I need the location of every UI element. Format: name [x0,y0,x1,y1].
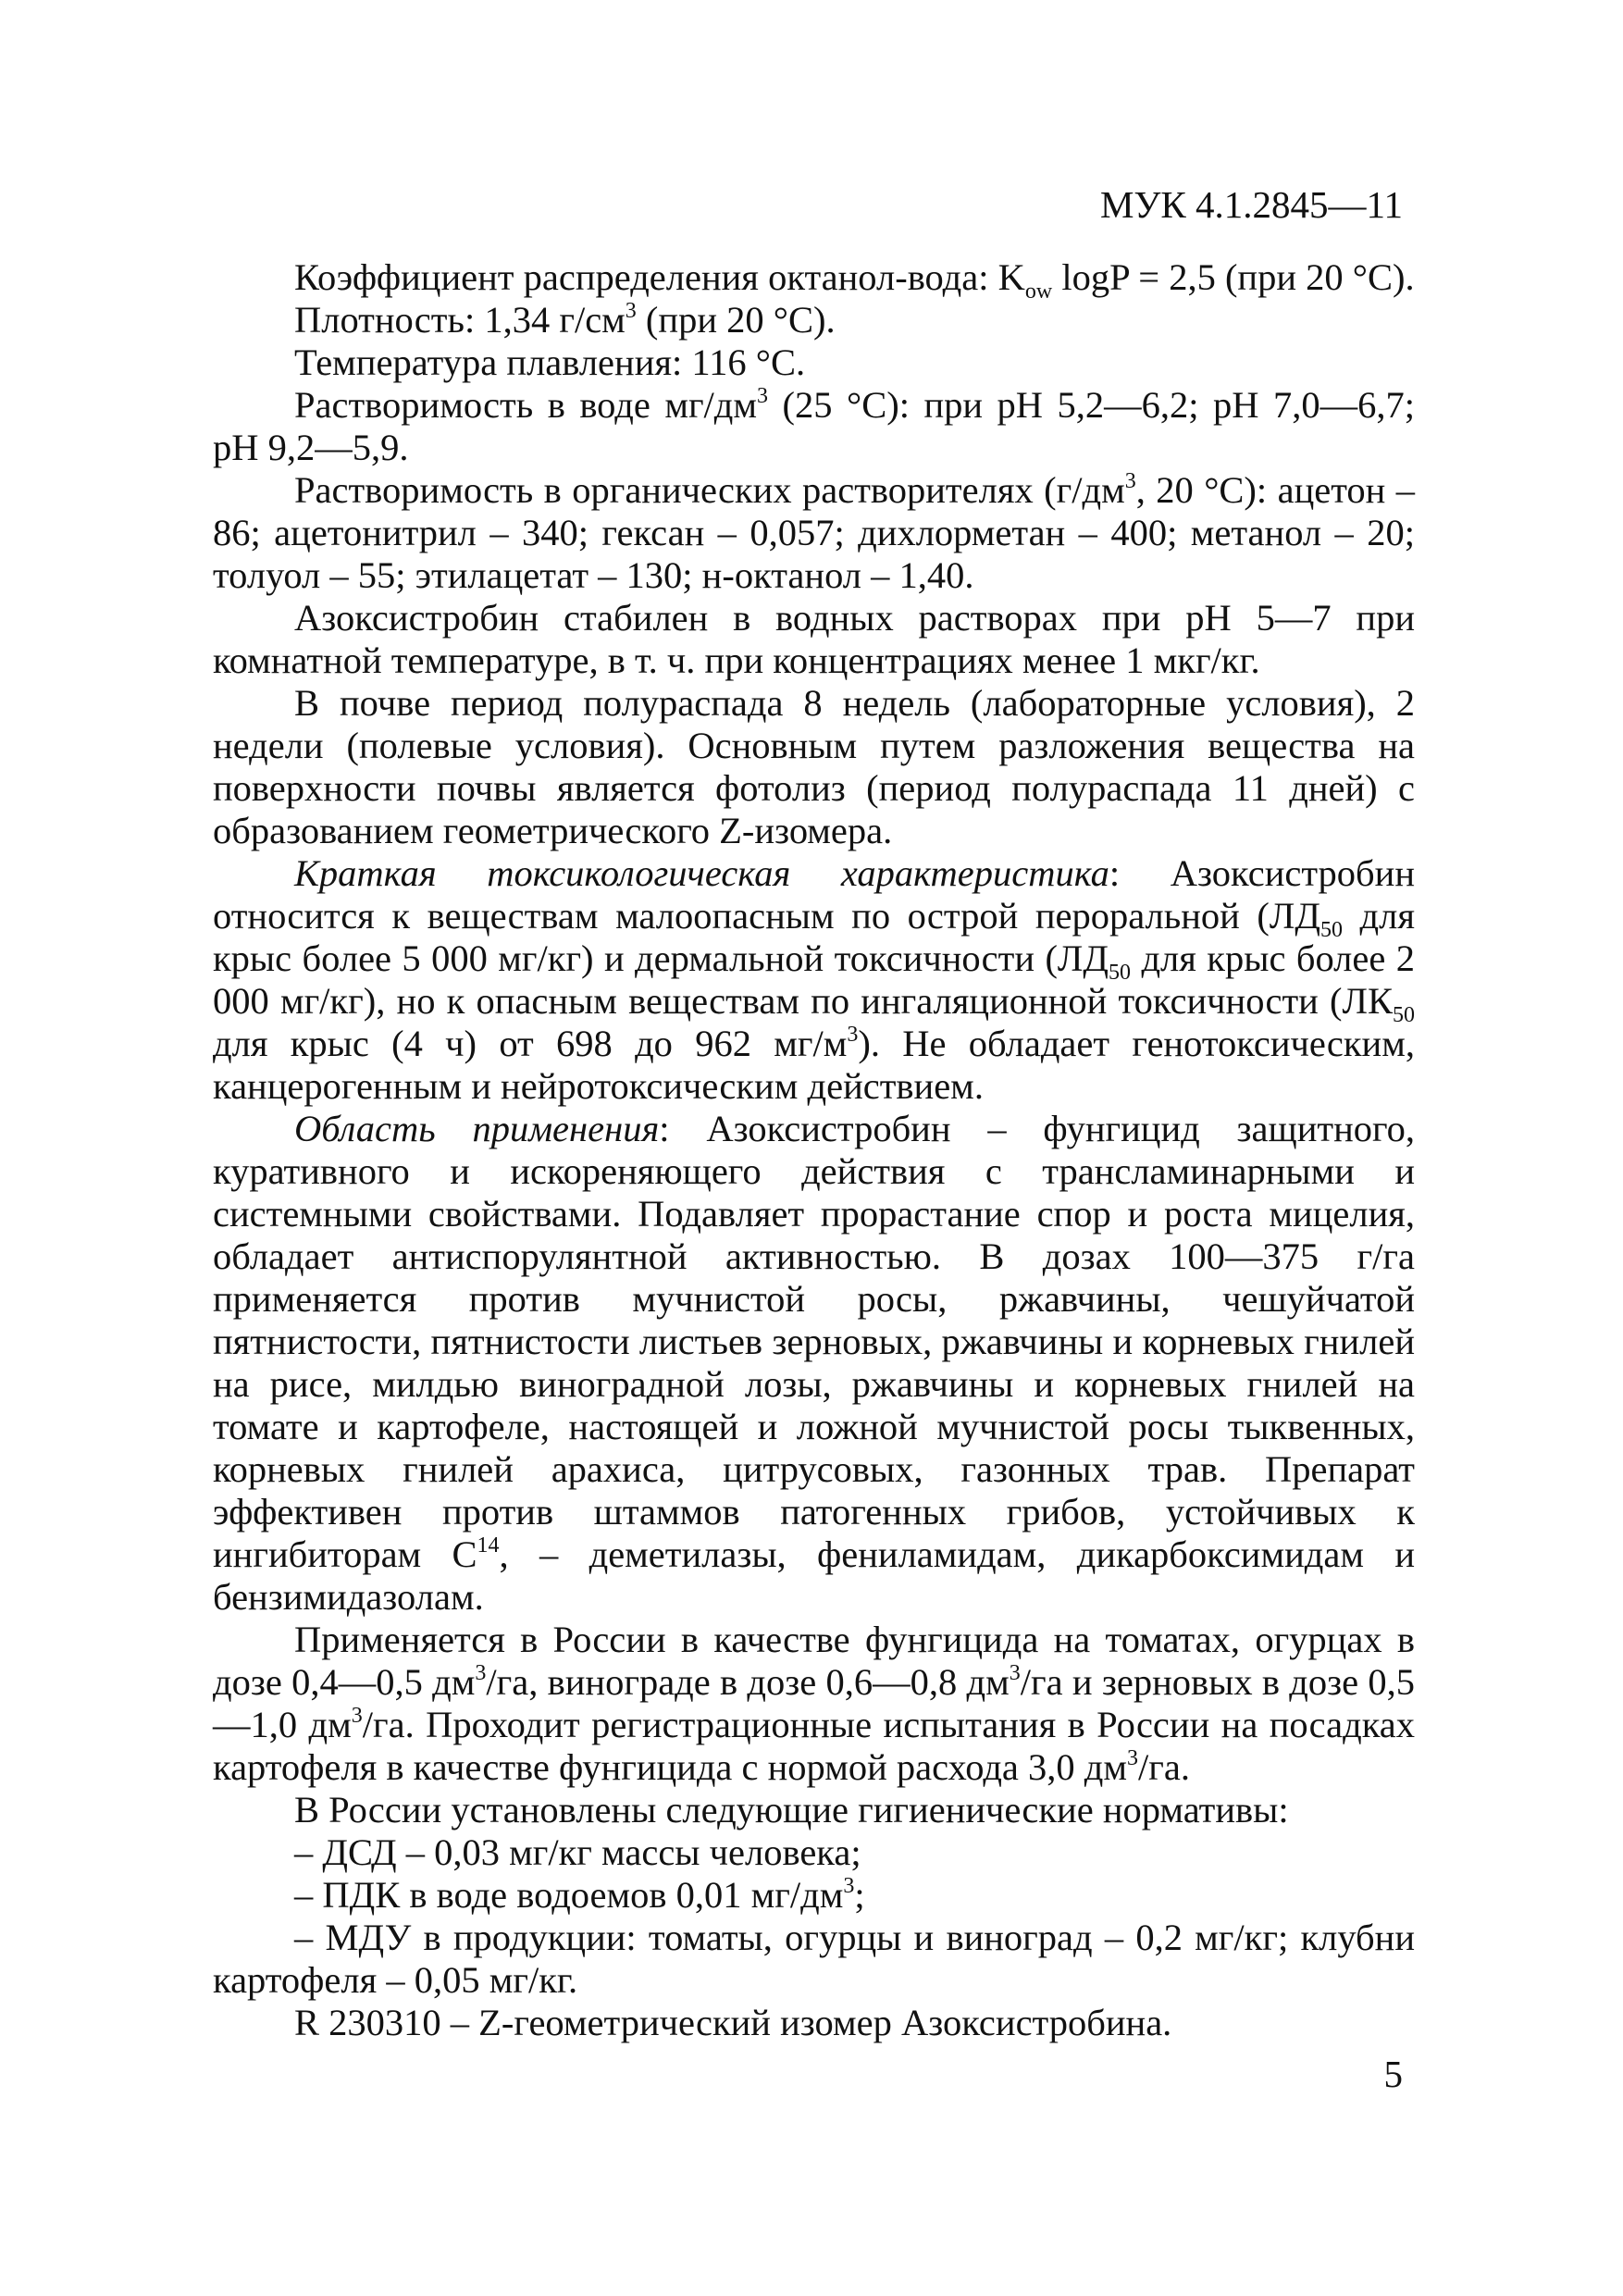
partition-coefficient: Коэффициент распределения октанол-вода: $K_{ow}$ logP = 2,5 (при 20 °C). [294,256,1415,304]
document-code: МУК 4.1.2845—11 [1099,183,1403,226]
document-body [213,256,1415,2044]
water-solubility: Растворимость в воде $мг/дм^3$ (25 °C): при pH 5,2—6,2; pH 7,0—6,7; pH 9,2—5,9. [213,383,1415,468]
melting-point: Температура плавления: 116 °C. [294,341,806,383]
organic-solubility: Растворимость в органических растворителях ($г/дм^3$, 20 °C): ацетон – 86; ацетонитрил – 340; гексан – 0,057; дихлорметан – 400; метанол – 20; толуол – 55; этилацетат – 130; н-октанол – 1,40. [213,468,1415,596]
toxicology-heading: Краткая токсикологическая характеристика [294,852,1109,894]
russia-usage-paragraph: Применяется в России в качестве фунгицида на томатах, огурцах в дозе 0,4—0,5 $дм^3/га$, винограде в дозе 0,6—0,8 $дм^3/га$ и зерновых в дозе 0,5—1,0 $дм^3/га$. Проходит регистрационные испытания в России на посадках картофеля в качестве фунгицида с нормой расхода 3,0 $дм^3/га$. [213,1619,1415,1788]
r-isomer-note: R 230310 – Z-геометрический изомер Азоксистробина. [294,2002,1172,2043]
toxicology-paragraph: Краткая токсикологическая характеристика: Азоксистробин относится к веществам малоопасным по острой пероральной ($ЛД_{50}$ для крыс более 5 000 мг/кг) и дермальной токсичности ($ЛД_{50}$ для крыс более 2 000 мг/кг), но к опасным веществам по ингаляционной токсичности ($ЛК_{50}$ для крыс (4 ч) от 698 до 962 $мг/м^3$). Не обладает генотоксическим, канцерогенным и нейротоксическим действием. [213,852,1415,1107]
application-paragraph: Область применения: Азоксистробин – фунгицид защитного, куративного и искореняющего действия с трансламинарными и системными свойствами. Подавляет прорастание спор и роста мицелия, обладает антиспорулянтной активностью. В дозах 100—375 г/га применяется против мучнистой росы, ржавчины, чешуйчатой пятнистости, пятнистости листьев зерновых, ржавчины и корневых гнилей на рисе, милдью виноградной лозы, ржавчины и корневых гнилей на томате и картофеле, настоящей и ложной мучнистой росы тыквенных, корневых гнилей арахиса, цитрусовых, газонных трав. Препарат эффективен против штаммов патогенных грибов, устойчивых к ингибиторам $C^{14}$, – деметилазы, фениламидам, дикарбоксимидам и бензимидазолам. [213,1108,1416,1618]
page-number: 5 [1383,2053,1403,2095]
application-heading: Область применения [294,1108,660,1149]
norm-dsd: – ДСД – 0,03 мг/кг массы человека; [294,1831,861,1873]
density: Плотность: 1,34 $г/см^3$ (при 20 °C). [294,298,836,341]
soil-paragraph: В почве период полураспада 8 недель (лабораторные условия), 2 недели (полевые условия). Основным путем разложения вещества на поверхности почвы является фотолиз (период полураспада 11 дней) с образованием геометрического Z-изомера. [213,682,1415,851]
norm-pdk: – ПДК в воде водоемов 0,01 $мг/дм^3$; [294,1873,865,1916]
stability-paragraph: Азоксистробин стабилен в водных растворах при pH 5—7 при комнатной температуре, в т. ч. при концентрациях менее 1 мкг/кг. [213,597,1415,681]
norms-intro: В России установлены следующие гигиенические нормативы: [294,1789,1289,1831]
norm-mdu: – МДУ в продукции: томаты, огурцы и виноград – 0,2 мг/кг; клубни картофеля – 0,05 мг/кг. [213,1917,1415,2001]
